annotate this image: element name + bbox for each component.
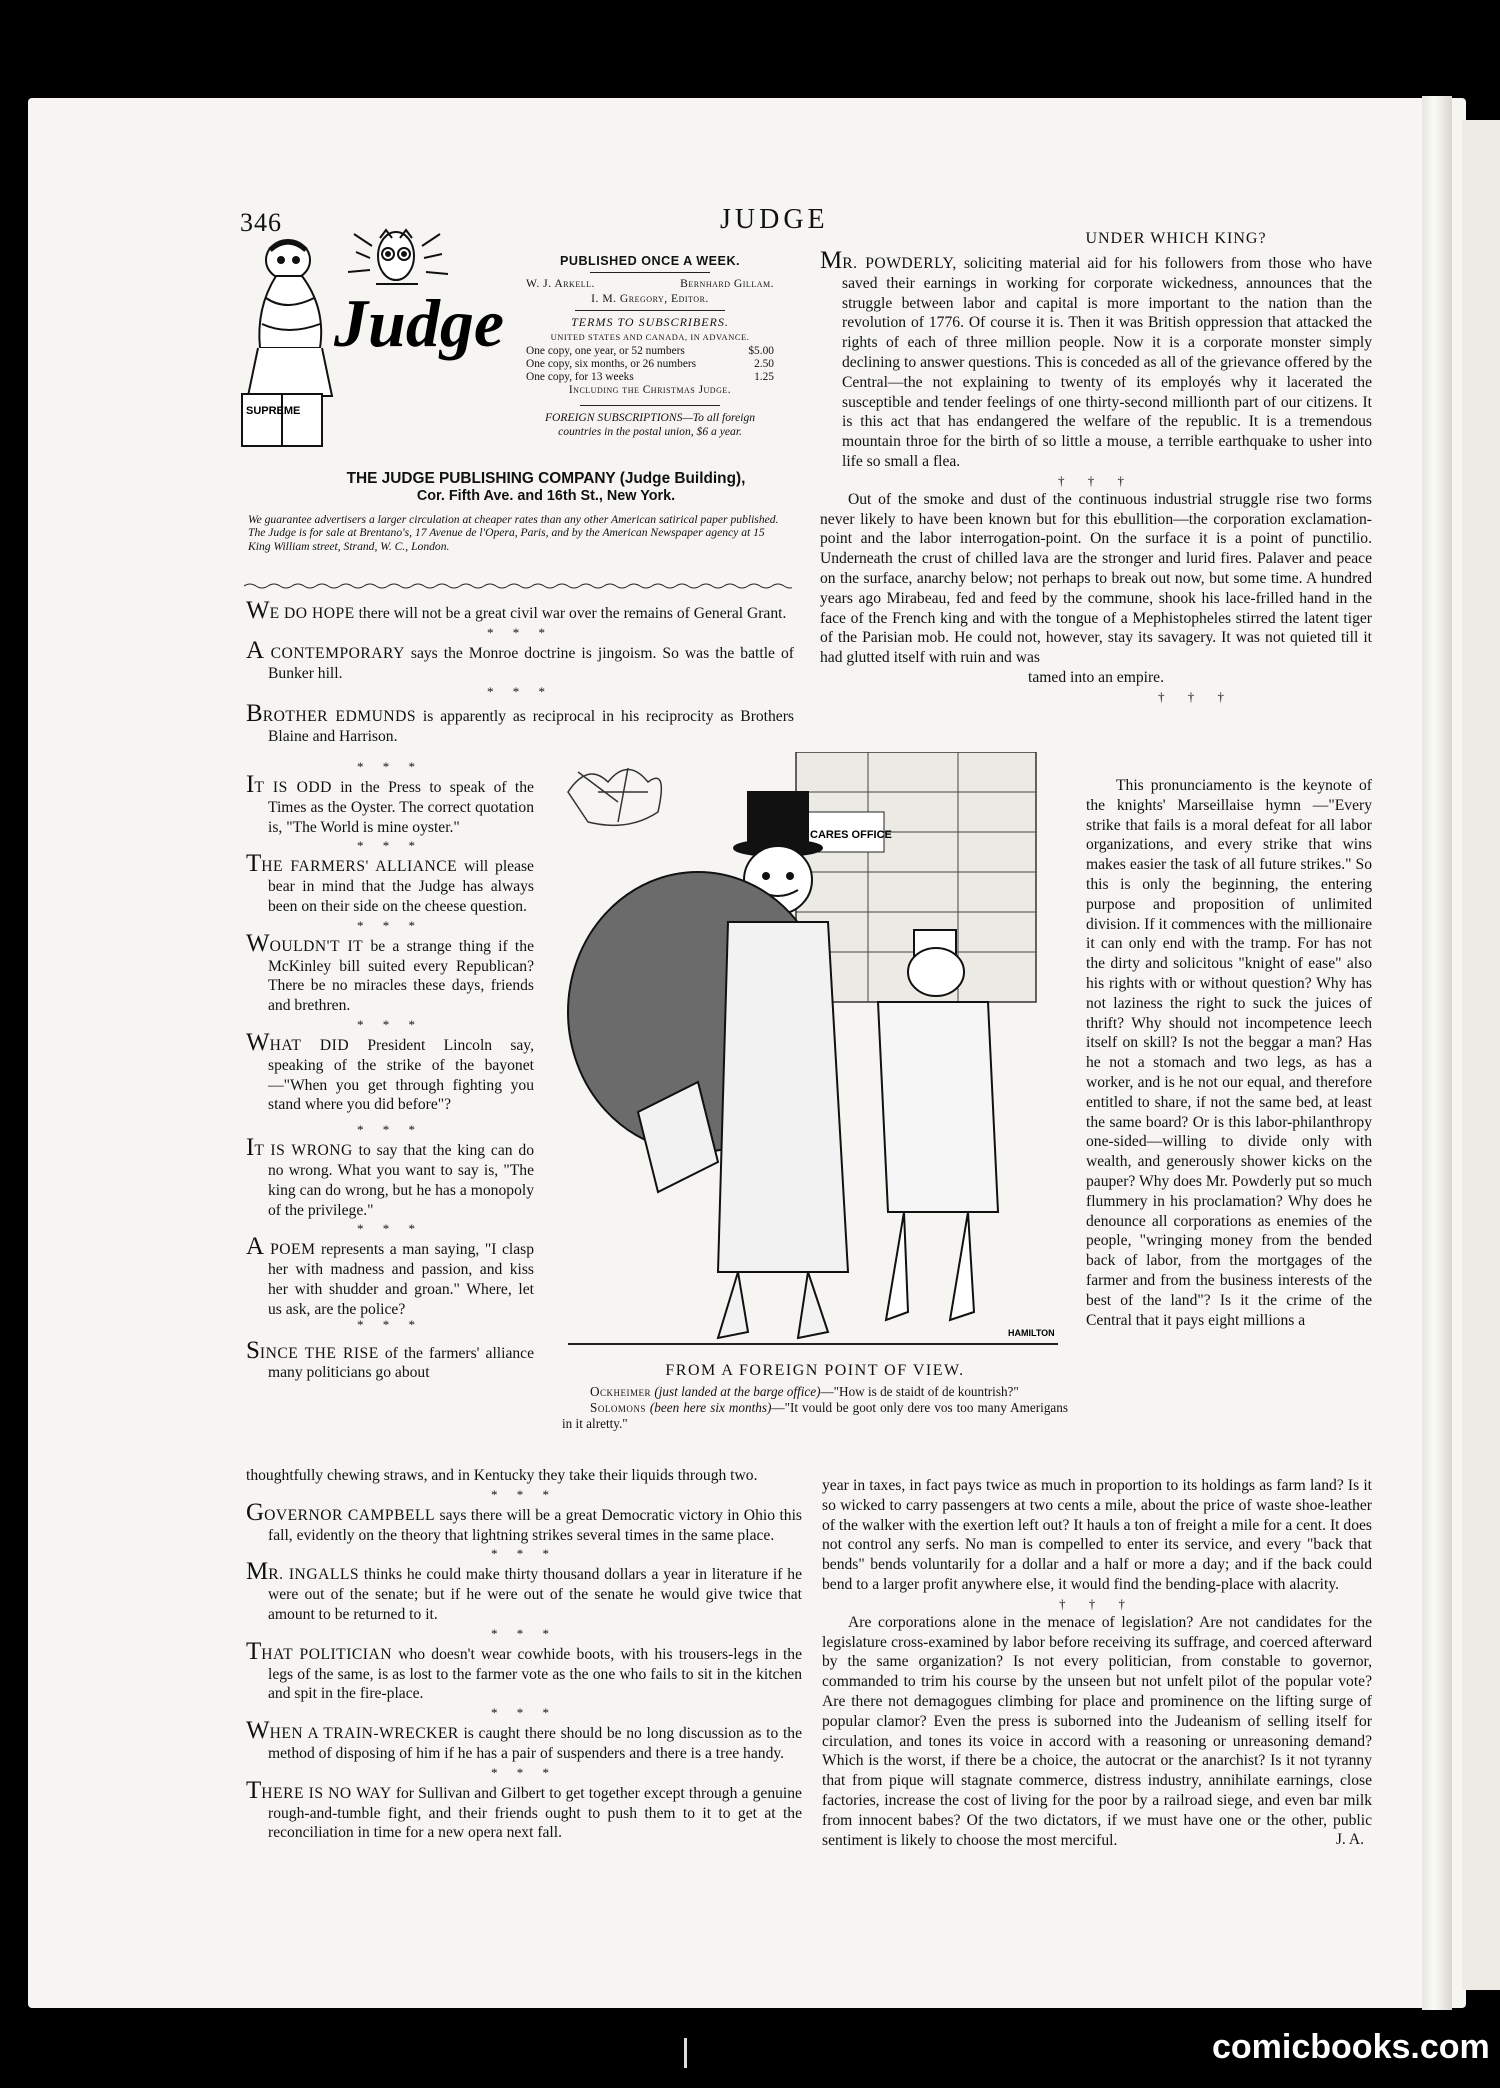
lead-in: R. POWDERLY, xyxy=(842,255,957,272)
paragraph-text: represents a man saying, "I clasp her with madness and passion, and kiss her with shudder and groan." Where, let us ask, are the police? xyxy=(268,1241,534,1318)
editorial-column-narrow xyxy=(1086,776,1372,1330)
cartoon-caption xyxy=(562,1362,1068,1432)
speaker-name: Solomons xyxy=(590,1400,646,1415)
drop-cap: G xyxy=(246,1498,265,1526)
rate-value: 2.50 xyxy=(754,358,774,370)
lead-in: HAT DID xyxy=(269,1036,350,1054)
staff-name: W. J. Arkell. xyxy=(526,277,595,290)
paragraph-text: of the farmers' alliance many politicians go about xyxy=(268,1344,535,1382)
wavy-rule xyxy=(244,582,792,590)
cartoon-sign: CARES OFFICE xyxy=(810,829,892,841)
dialogue: —"How is de staidt of de kountrish?" xyxy=(820,1384,1019,1399)
running-head: JUDGE xyxy=(720,204,829,235)
lead-in: POEM xyxy=(264,1241,316,1259)
lead-in: ROTHER EDMUNDS xyxy=(262,708,417,726)
judge-logo-illustration xyxy=(236,228,526,460)
paragraph xyxy=(246,929,534,1016)
stage-direction: (just landed at the barge office) xyxy=(654,1384,821,1399)
drop-cap: S xyxy=(246,1336,260,1364)
paragraph-text: be a strange thing if the McKinley bill suited every Republican? There be no miracles these days, friends and brethren. xyxy=(268,937,534,1015)
paragraph xyxy=(246,1637,802,1704)
paragraph xyxy=(246,1028,534,1115)
rate-label: One copy, for 13 weeks xyxy=(526,371,634,383)
paragraph xyxy=(246,700,794,747)
drop-cap: B xyxy=(246,700,263,728)
section-divider: * * * xyxy=(491,1625,557,1641)
lead-in: OULDN'T IT xyxy=(269,937,364,955)
drop-cap: M xyxy=(246,1558,269,1586)
paragraph xyxy=(246,636,794,684)
paragraph: Are corporations alone in the menace of legislation? Are not candidates for the legislature cross-examined by labor before receiving its suffrage, and coerced afterward by the same organization? Is not every politician, from constable to governor, commanded to trim his course by the unseen but not unfelt pilot of the popular vote? Are there not demagogues climbing for place and prominence on the lifting surge of popular clamor? Even the press is suborned into the Judeanism of selling itself for circulation, and tones its voice in accord with a reasoning or unreasoning demand? Which is the worst, if there be a choice, the autocrat or the anarchist? Is it not tyranny that from pique will stagnate commerce, distress industry, annihilate earnings, close factories, increase the cost of living for the poor by a railroad siege, and even bar milk from innocent babes? Of the two dictators, if we must have one or the other, public sentiment is likely to choose the most merciful. xyxy=(822,1613,1372,1849)
notice-guarantee: We guarantee advertisers a larger circulation at cheaper rates than any other American satirical paper published. xyxy=(248,513,779,526)
section-divider: † † † xyxy=(1158,688,1234,704)
section-divider: * * * xyxy=(487,684,553,700)
drop-cap: W xyxy=(246,929,270,957)
drop-cap: M xyxy=(820,247,843,274)
editorial-title: UNDER WHICH KING? xyxy=(1085,230,1267,247)
paragraph-text: to say that the king can do no wrong. What you want to say is, "The king can do wrong, but he has a monopoly of the privilege." xyxy=(268,1142,534,1219)
left-column-bottom xyxy=(246,1466,802,1843)
rate-label: One copy, six months, or 26 numbers xyxy=(526,358,697,370)
section-divider: * * * xyxy=(357,917,423,933)
paragraph-text: will please bear in mind that the Judge has always been on their side on the cheese question. xyxy=(268,858,534,915)
drop-cap: I xyxy=(246,771,255,798)
section-divider: * * * xyxy=(491,1546,557,1562)
paragraph xyxy=(246,1233,534,1319)
rate-value: 1.25 xyxy=(754,371,774,383)
section-divider: * * * xyxy=(357,1316,423,1332)
paragraph-text: is apparently as reciprocal in his reciprocity as Brothers Blaine and Harrison. xyxy=(268,708,794,746)
paragraph xyxy=(246,850,534,916)
terms-title: TERMS TO SUBSCRIBERS. xyxy=(571,315,729,329)
section-divider: † † † xyxy=(1058,472,1134,488)
notice-sale: The Judge is for sale at Brentano's, 17 Avenue de l'Opera, Paris, and by the American Newspaper agency at 15 King William street, Strand, W. C., London. xyxy=(248,526,765,553)
signature: J. A. xyxy=(1335,1831,1364,1849)
drop-cap: T xyxy=(246,1637,262,1665)
published-line: PUBLISHED ONCE A WEEK. xyxy=(559,254,741,268)
paragraph-text: says the Monroe doctrine is jingoism. So was the battle of Bunker hill. xyxy=(268,644,794,682)
binding-mark xyxy=(684,2038,687,2068)
editorial-column-bottom xyxy=(822,1476,1372,1850)
logo-word: Judge xyxy=(334,285,504,361)
rate-note: Including the Christmas Judge. xyxy=(568,384,732,396)
paragraph-text: thinks he could make thirty thousand dollars a year in literature if he were out of the senate; but if he were out of the senate he would give twice that amount to be returned to it. xyxy=(268,1566,802,1623)
paragraph-text: is caught there should be no long discussion as to the method of disposing of him if he has a pair of suspenders and there is a tree handy. xyxy=(268,1725,802,1762)
rate-value: $5.00 xyxy=(748,345,774,357)
caption-line xyxy=(562,1384,1068,1400)
cartoon-drawing xyxy=(548,752,1078,1356)
paragraph xyxy=(246,1498,802,1546)
editor-line: I. M. Gregory, Editor. xyxy=(591,292,709,305)
facing-page-edge xyxy=(1462,120,1500,1990)
drop-cap: I xyxy=(246,1134,255,1162)
paragraph xyxy=(246,1134,534,1220)
lead-in: T IS WRONG xyxy=(254,1142,353,1160)
paragraph-text: says there will be a great Democratic victory in Ohio this fall, evidently on the theory that lightning strikes several times in the same place. xyxy=(268,1506,802,1544)
section-divider: * * * xyxy=(487,624,553,640)
paragraph xyxy=(820,247,1372,472)
section-divider: * * * xyxy=(491,1705,557,1721)
publisher-block xyxy=(296,470,796,504)
drop-cap: A xyxy=(246,636,265,664)
section-divider: * * * xyxy=(357,1016,423,1032)
section-divider: * * * xyxy=(357,838,423,854)
cartoon-illustration xyxy=(548,752,1078,1356)
caption-line xyxy=(562,1400,1068,1432)
dialogue: —"It vould be goot only dere vos too many Amerigans in it alretty." xyxy=(562,1400,1068,1431)
lead-in: OVERNOR CAMPBELL xyxy=(264,1506,436,1524)
box-label: SUPREME xyxy=(246,405,301,417)
masthead-box xyxy=(526,254,774,439)
stage-direction: (been here six months) xyxy=(649,1400,772,1415)
speaker-name: Ockheimer xyxy=(590,1384,652,1399)
paragraph xyxy=(246,1558,802,1624)
section-divider: * * * xyxy=(491,1486,557,1502)
advertiser-notice xyxy=(248,513,788,553)
drop-cap: W xyxy=(246,1028,270,1056)
paragraph-text: soliciting material aid for his followers from those who have saved their earnings in working for corporate wickedness, announces that the struggle between labor and capital is more important to the nation than the revolution of 1776. Of course it is. Then it was British oppression that attacked the rights of each of three million people. Now it is a corporate monster simply declining to answer questions. This is conceded as all of the grievance offered by the Central—the not explaining to twenty of its employés why it lacerated the susceptible and tender feelings of one thirty-second millionth part of our citizens. It is this act that has endangered the welfare of the republic. It is a tremendous mountain throe for the birth of so little a mouse, a terrible earthquake to usher into life so small a flea. xyxy=(842,255,1372,470)
paragraph-text: for Sullivan and Gilbert to get together except through a genuine rough-and-tumble fight, and their friends ought to push them to it to get at the reconciliation in time for a new opera next fall. xyxy=(268,1784,802,1842)
lead-in: T IS ODD xyxy=(254,779,332,796)
publisher-name: THE JUDGE PUBLISHING COMPANY (Judge Building), xyxy=(346,470,746,487)
lead-in: HERE IS NO WAY xyxy=(261,1784,392,1802)
section-divider: * * * xyxy=(357,1122,423,1138)
paragraph xyxy=(246,1336,535,1384)
paragraph xyxy=(246,1717,802,1764)
foreign-subscriptions: FOREIGN SUBSCRIPTIONS—To all foreign countries in the postal union, $6 a year. xyxy=(544,411,756,438)
lead-in: CONTEMPORARY xyxy=(264,644,405,662)
page-gutter xyxy=(1422,96,1452,2010)
section-divider: † † † xyxy=(1059,1595,1135,1611)
left-column-top xyxy=(246,597,794,747)
lead-in: HE FARMERS' ALLIANCE xyxy=(261,858,458,876)
rate-label: One copy, one year, or 52 numbers xyxy=(526,345,685,357)
paragraph-text: President Lincoln say, speaking of the strike of the bayonet—"When you get through fighting you stand where you did before"? xyxy=(268,1036,534,1114)
caption-title: FROM A FOREIGN POINT OF VIEW. xyxy=(665,1362,965,1379)
lead-in: R. INGALLS xyxy=(268,1566,360,1584)
lead-in: E DO HOPE xyxy=(269,605,355,622)
paragraph-text: who doesn't wear cowhide boots, with his trousers-legs in the legs of the same, is as lost to the farmer vote as the one who fails to sit in the kitchen and spit in the fire-place. xyxy=(268,1645,802,1703)
drop-cap: T xyxy=(246,1776,262,1804)
drop-cap: T xyxy=(246,850,262,878)
watermark: comicbooks.com xyxy=(1212,2028,1490,2066)
paragraph-text: in the Press to speak of the Times as the Oyster. The correct quotation is, "The World is mine oyster." xyxy=(268,779,534,836)
lead-in: HAT POLITICIAN xyxy=(261,1645,393,1663)
staff-name: Bernhard Gillam. xyxy=(680,277,774,290)
paragraph xyxy=(246,597,794,624)
paragraph-text: there will not be a great civil war over the remains of General Grant. xyxy=(354,605,787,622)
page-number: 346 xyxy=(240,208,282,237)
lead-in: HEN A TRAIN-WRECKER xyxy=(269,1725,459,1743)
lead-in: INCE THE RISE xyxy=(259,1344,379,1362)
paragraph-end: tamed into an empire. xyxy=(1028,668,1164,686)
section-divider: * * * xyxy=(357,1221,423,1237)
drop-cap: W xyxy=(246,1717,270,1745)
paragraph xyxy=(246,1776,802,1843)
paragraph-continued: thoughtfully chewing straws, and in Kentucky they take their liquids through two. xyxy=(246,1467,758,1484)
paragraph xyxy=(246,771,534,837)
drop-cap: A xyxy=(246,1233,265,1261)
editorial-column-top xyxy=(820,230,1372,706)
paragraph: Out of the smoke and dust of the continuous industrial struggle rise two forms never likely to have been known but for this ebullition—the corporation exclamation-point and the labor interrogation-point. On the surface it is a point of punctilio. Underneath the crust of chilled lava are the stronger and lurid fires. Palaver and peace on the surface, anarchy below; not perhaps to break out now, but some time. A hundred years ago Mirabeau, fed and feed by the commune, shook his lace-frilled hand in the face of the French king and with the tongue of a Mephistopheles stirred the latent tiger of the Parisian mob. He could not, however, stay its savagery. It was not quieted till it had glutted itself with ruin and was xyxy=(820,490,1372,667)
paragraph-continued: year in taxes, in fact pays twice as much in proportion to its holdings as farm land? Is it so wicked to carry passengers at two cents a mile, about the price of waste shoe-leather of the walker with the exertion left out? It hauls a ton of freight a mile for a cent. It does not control any serfs. No man is compelled to enter its service, and every "back that bends" bends voluntarily for a dollar and a half or more a day; and if the back could bend to a larger profit anywhere else, it would find the bending-place with alacrity. xyxy=(822,1477,1372,1593)
section-divider: * * * xyxy=(357,759,423,774)
paragraph: This pronunciamento is the keynote of the knights' Marseillaise hymn —"Every strike that fails is a moral defeat for all labor organizations, and every strike that wins makes easier the task of all future strikes." So this is only the beginning, the entering purpose and proposition of unlimited division. If it commences with the millionaire it can only end with the tramp. For has not the dirty and solicitous "knight of ease" also his rights with or without question? Why has not laziness the right to suck the juices of thrift? Why should not incompetence leech itself on skill? Is not the beggar a man? Has he not a stomach and two legs, as has a worker, and is he not our equal, and therefore entitled to share, if not the same bed, at least the same board? Or is this labor-philanthropy one-sided—willing to divide only with wealth, and generously shower kicks on the pauper? Why does Mr. Powderly put so much flummery in his proclamation? Why does he denounce all corporations as enemies of the people, "wringing money from the bended back of labor, from the mortgages of the farmer and from the business interests of the best of the land"? Is it the crime of the Central that it pays eight millions a xyxy=(1086,777,1372,1329)
artist-signature: HAMILTON xyxy=(1008,1328,1055,1338)
terms-subtitle: UNITED STATES AND CANADA, IN ADVANCE. xyxy=(550,333,750,342)
section-divider: * * * xyxy=(491,1764,557,1780)
left-column-narrow xyxy=(246,758,534,1383)
drop-cap: W xyxy=(246,597,270,624)
publisher-address: Cor. Fifth Ave. and 16th St., New York. xyxy=(416,488,676,504)
